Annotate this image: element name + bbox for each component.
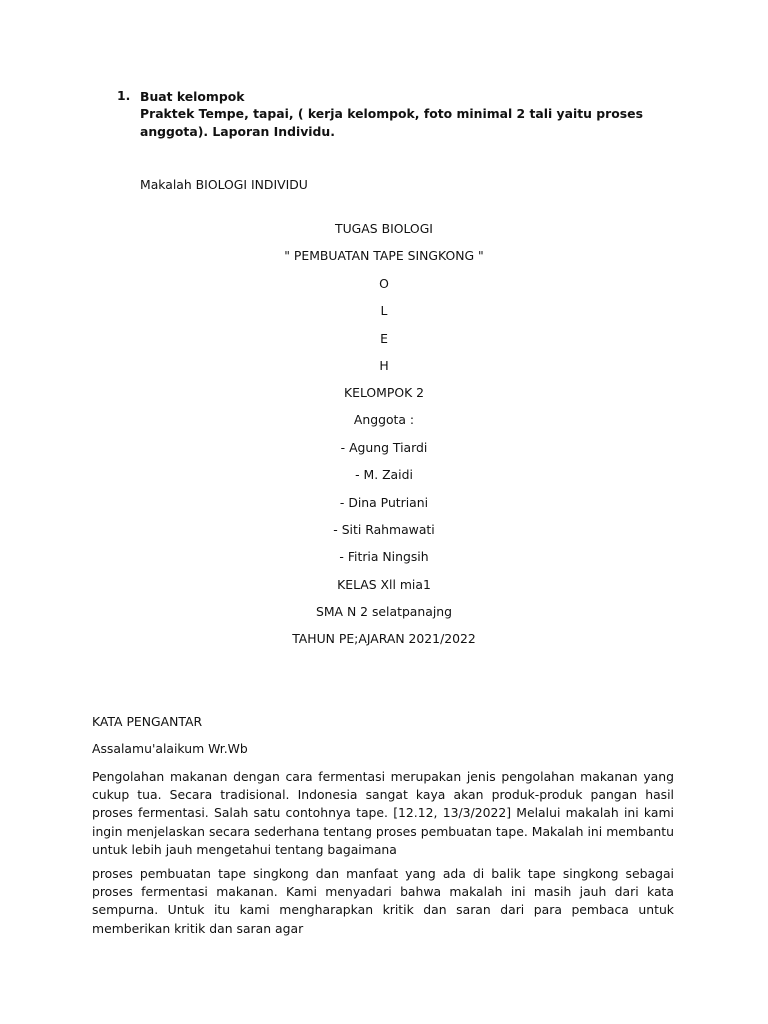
list-number: 1. xyxy=(117,88,131,103)
group-name: KELOMPOK 2 xyxy=(343,385,425,400)
oleh-letter: L xyxy=(380,303,388,318)
member-name: - M. Zaidi xyxy=(355,467,413,482)
preface-paragraph: proses pembuatan tape singkong dan manfaat yang ada di balik tape singkong sebagai proses fermentasi makanan. Kami menyadari bahwa makalah ini masih jauh dari kata sempurna. Untuk itu kami mengharapkan kritik dan saran dari para pembaca untuk memberikan kritik dan saran agar xyxy=(92,866,674,936)
class-name: KELAS Xll mia1 xyxy=(337,577,431,592)
members-label: Anggota : xyxy=(353,412,415,427)
preface-paragraph: Pengolahan makanan dengan cara fermentasi merupakan jenis pengolahan makanan yang cukup tua. Secara tradisional. Indonesia sangat kaya akan produk-produk pangan hasil proses fermentasi. Salah satu contohnya tape. [12.12, 13/3/2022] Melalui makalah ini kami ingin menjelaskan secara sederhana tentang proses pembuatan tape. Makalah ini membantu untuk lebih jauh mengetahui tentang bagaimana xyxy=(92,769,674,857)
greeting: Assalamu'alaikum Wr.Wb xyxy=(92,741,248,756)
member-name: - Siti Rahmawati xyxy=(333,522,435,537)
school-name: SMA N 2 selatpanajng xyxy=(315,604,453,619)
oleh-letter: E xyxy=(380,331,388,346)
oleh-letter: O xyxy=(379,276,389,291)
oleh-letter: H xyxy=(379,358,389,373)
preface-heading: KATA PENGANTAR xyxy=(92,714,203,729)
list-item-description: Praktek Tempe, tapai, ( kerja kelompok, foto minimal 2 tali yaitu proses anggota). Laporan Individu. xyxy=(140,106,643,139)
list-item-title: Buat kelompok xyxy=(140,89,245,104)
member-name: - Dina Putriani xyxy=(339,495,429,510)
member-name: - Agung Tiardi xyxy=(340,440,428,455)
academic-year: TAHUN PE;AJARAN 2021/2022 xyxy=(292,631,476,646)
cover-title: TUGAS BIOLOGI xyxy=(335,221,433,236)
makalah-label: Makalah BIOLOGI INDIVIDU xyxy=(140,177,308,192)
cover-subtitle: " PEMBUATAN TAPE SINGKONG " xyxy=(284,248,484,263)
member-name: - Fitria Ningsih xyxy=(339,549,429,564)
